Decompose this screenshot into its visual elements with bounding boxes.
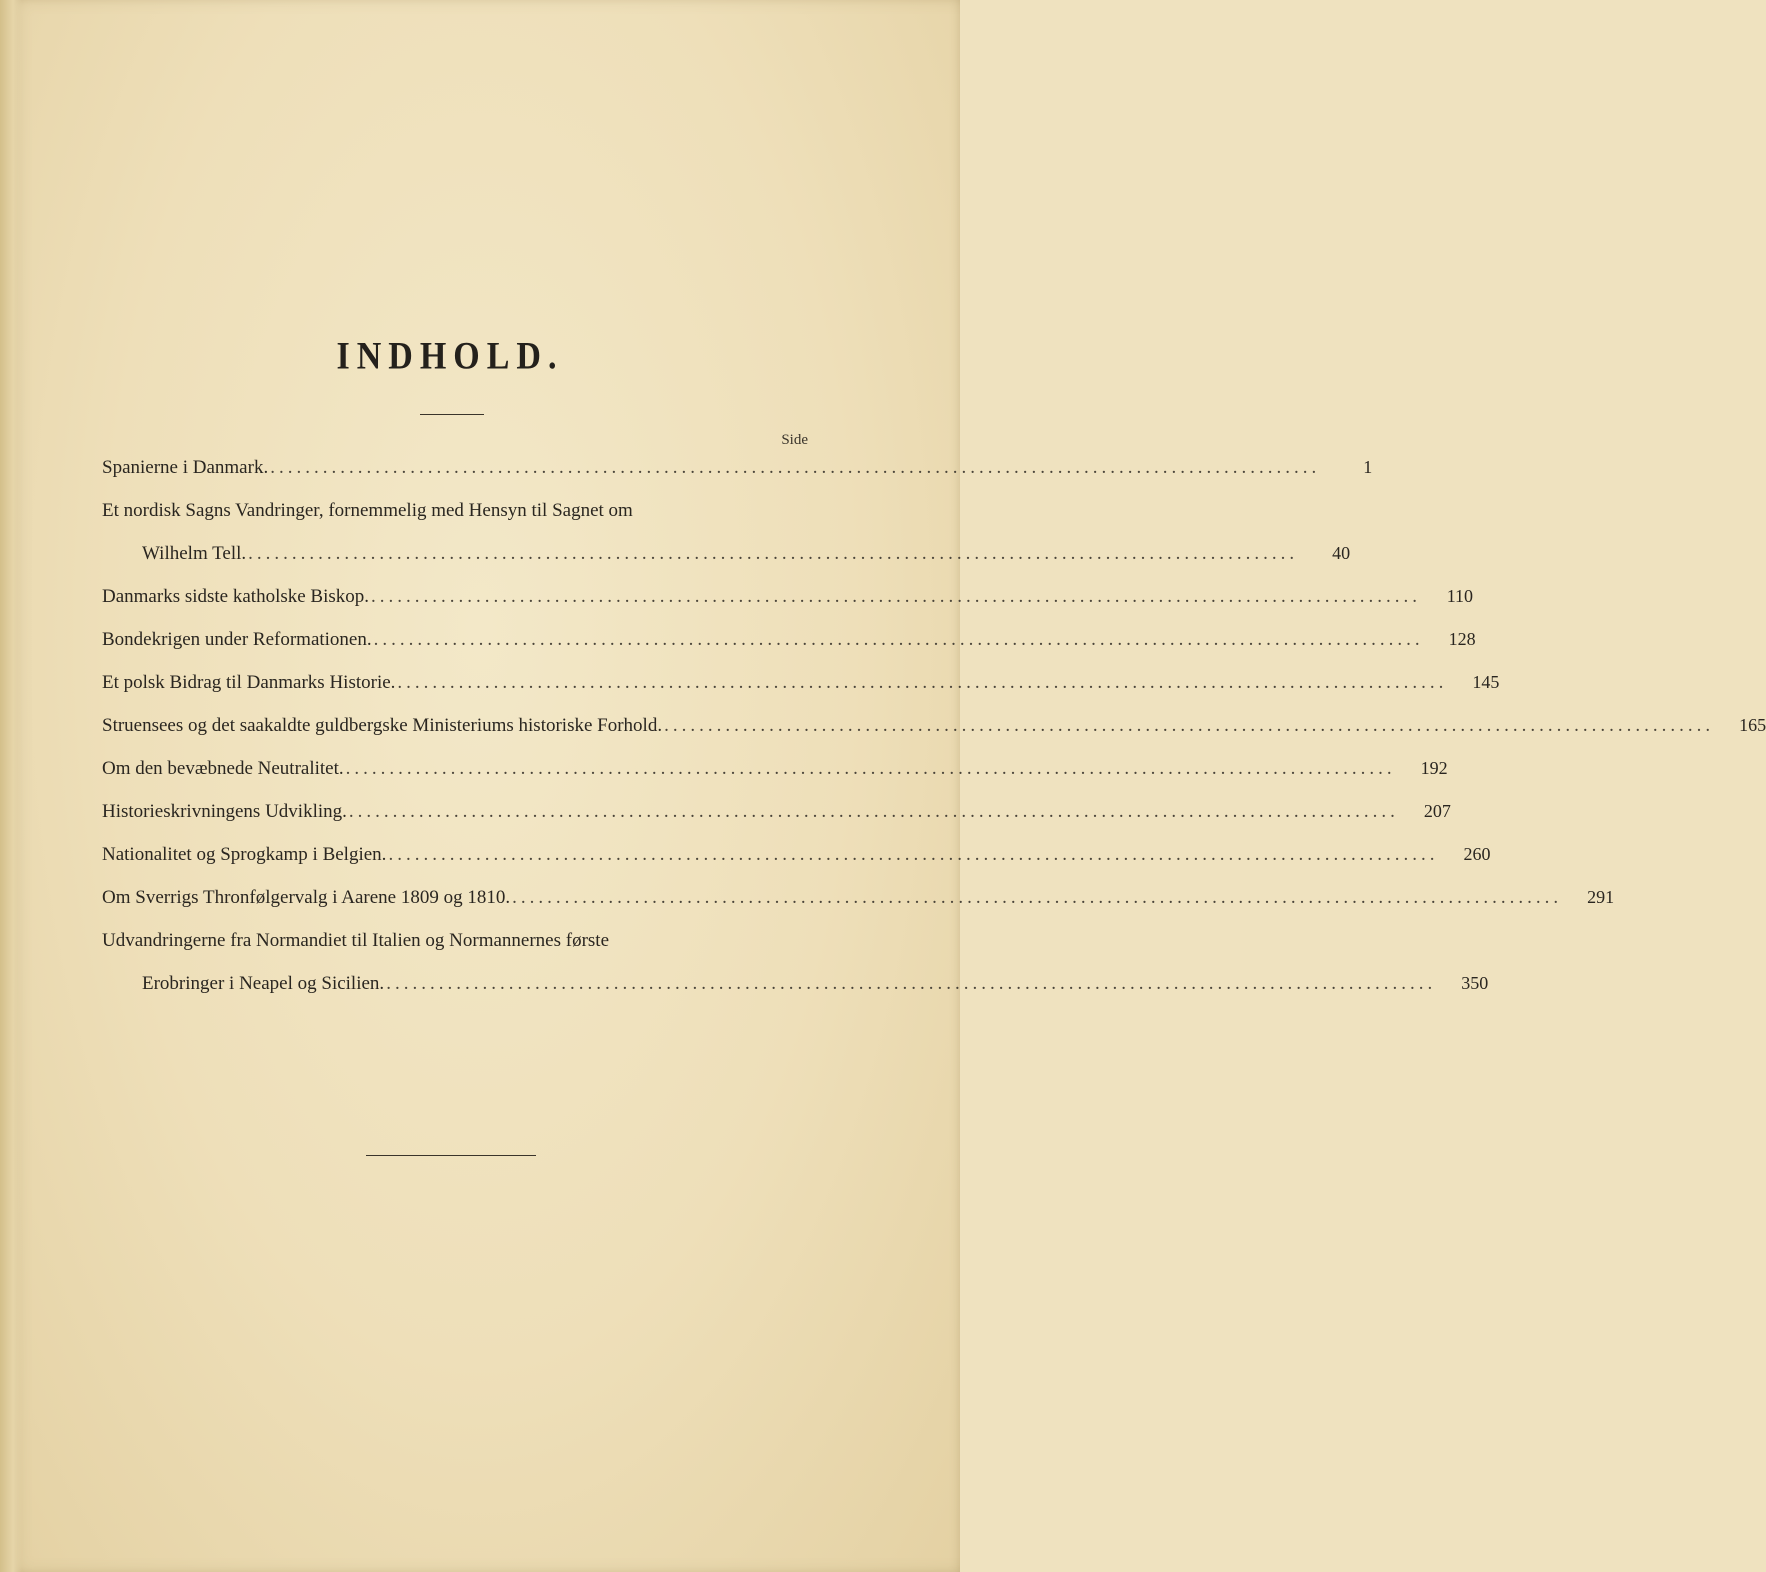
- toc-entry-title: Bondekrigen under Reformationen.: [102, 629, 372, 650]
- toc-page-number: 165: [1739, 715, 1766, 735]
- page-title: INDHOLD.: [336, 335, 564, 378]
- toc-page-number: 192: [1420, 758, 1448, 778]
- toc-entry-title: Om Sverrigs Thronfølgervalg i Aarene 1809 og 1810.: [102, 887, 511, 908]
- toc-entry: [102, 446, 1373, 489]
- dot-leader: ........................................................................................................................: [348, 801, 1399, 822]
- toc-page-number: 291: [1587, 887, 1615, 907]
- title-divider: [420, 414, 484, 415]
- toc-entry: [102, 747, 1448, 790]
- dot-leader: ........................................................................................................................: [512, 887, 1563, 908]
- toc-entry-title: Erobringer i Neapel og Sicilien.: [142, 973, 385, 994]
- toc-entry: [102, 575, 1474, 618]
- toc-entry: [102, 833, 1491, 876]
- dot-leader: ........................................................................................................................: [388, 844, 1439, 865]
- toc-page-number: 207: [1423, 801, 1451, 821]
- page-column-label: Side: [781, 432, 808, 448]
- toc-entry-title: Nationalitet og Sprogkamp i Belgien.: [102, 844, 387, 865]
- toc-entry-title-line: Udvandringerne fra Normandiet til Italien og Normannernes første: [102, 930, 610, 951]
- page-spine-shadow: [0, 0, 22, 1572]
- toc-entry-title: Om den bevæbnede Neutralitet.: [102, 758, 344, 779]
- toc-entry: [102, 489, 1351, 575]
- toc-entry: [102, 919, 1489, 1005]
- toc-entry-title: Et polsk Bidrag til Danmarks Historie.: [102, 672, 396, 693]
- toc-entry: [102, 618, 1476, 661]
- toc-page-number: 40: [1332, 543, 1351, 563]
- dot-leader: ........................................................................................................................: [397, 672, 1448, 693]
- toc-page-number: 110: [1446, 586, 1474, 606]
- toc-page-number: 350: [1461, 973, 1489, 993]
- toc-entry-title: Spanierne i Danmark.: [102, 457, 269, 478]
- dot-leader: ........................................................................................................................: [270, 457, 1321, 478]
- toc-entry: [102, 661, 1500, 704]
- toc-entry-title: Historieskrivningens Udvikling.: [102, 801, 347, 822]
- dot-leader: ........................................................................................................................: [664, 715, 1715, 736]
- dot-leader: ........................................................................................................................: [371, 586, 1422, 607]
- toc-entry: [102, 790, 1451, 833]
- toc-page-number: 145: [1472, 672, 1500, 692]
- toc-entry-title-line: Et nordisk Sagns Vandringer, fornemmelig med Hensyn til Sagnet om: [102, 500, 633, 521]
- table-of-contents: [102, 446, 1766, 1005]
- toc-page-number: 128: [1448, 629, 1476, 649]
- dot-leader: ........................................................................................................................: [386, 973, 1437, 994]
- toc-entry: [102, 876, 1615, 919]
- dot-leader: ........................................................................................................................: [373, 629, 1424, 650]
- dot-leader: ........................................................................................................................: [248, 543, 1299, 564]
- dot-leader: ........................................................................................................................: [345, 758, 1396, 779]
- toc-entry-title: Struensees og det saakaldte guldbergske Ministeriums historiske Forhold.: [102, 715, 663, 736]
- toc-page-number: 260: [1463, 844, 1491, 864]
- closing-divider: [366, 1155, 536, 1156]
- toc-entry: [102, 704, 1766, 747]
- toc-page-number: 1: [1363, 457, 1373, 477]
- toc-entry-title: Wilhelm Tell.: [142, 543, 247, 564]
- toc-entry-title: Danmarks sidste katholske Biskop.: [102, 586, 370, 607]
